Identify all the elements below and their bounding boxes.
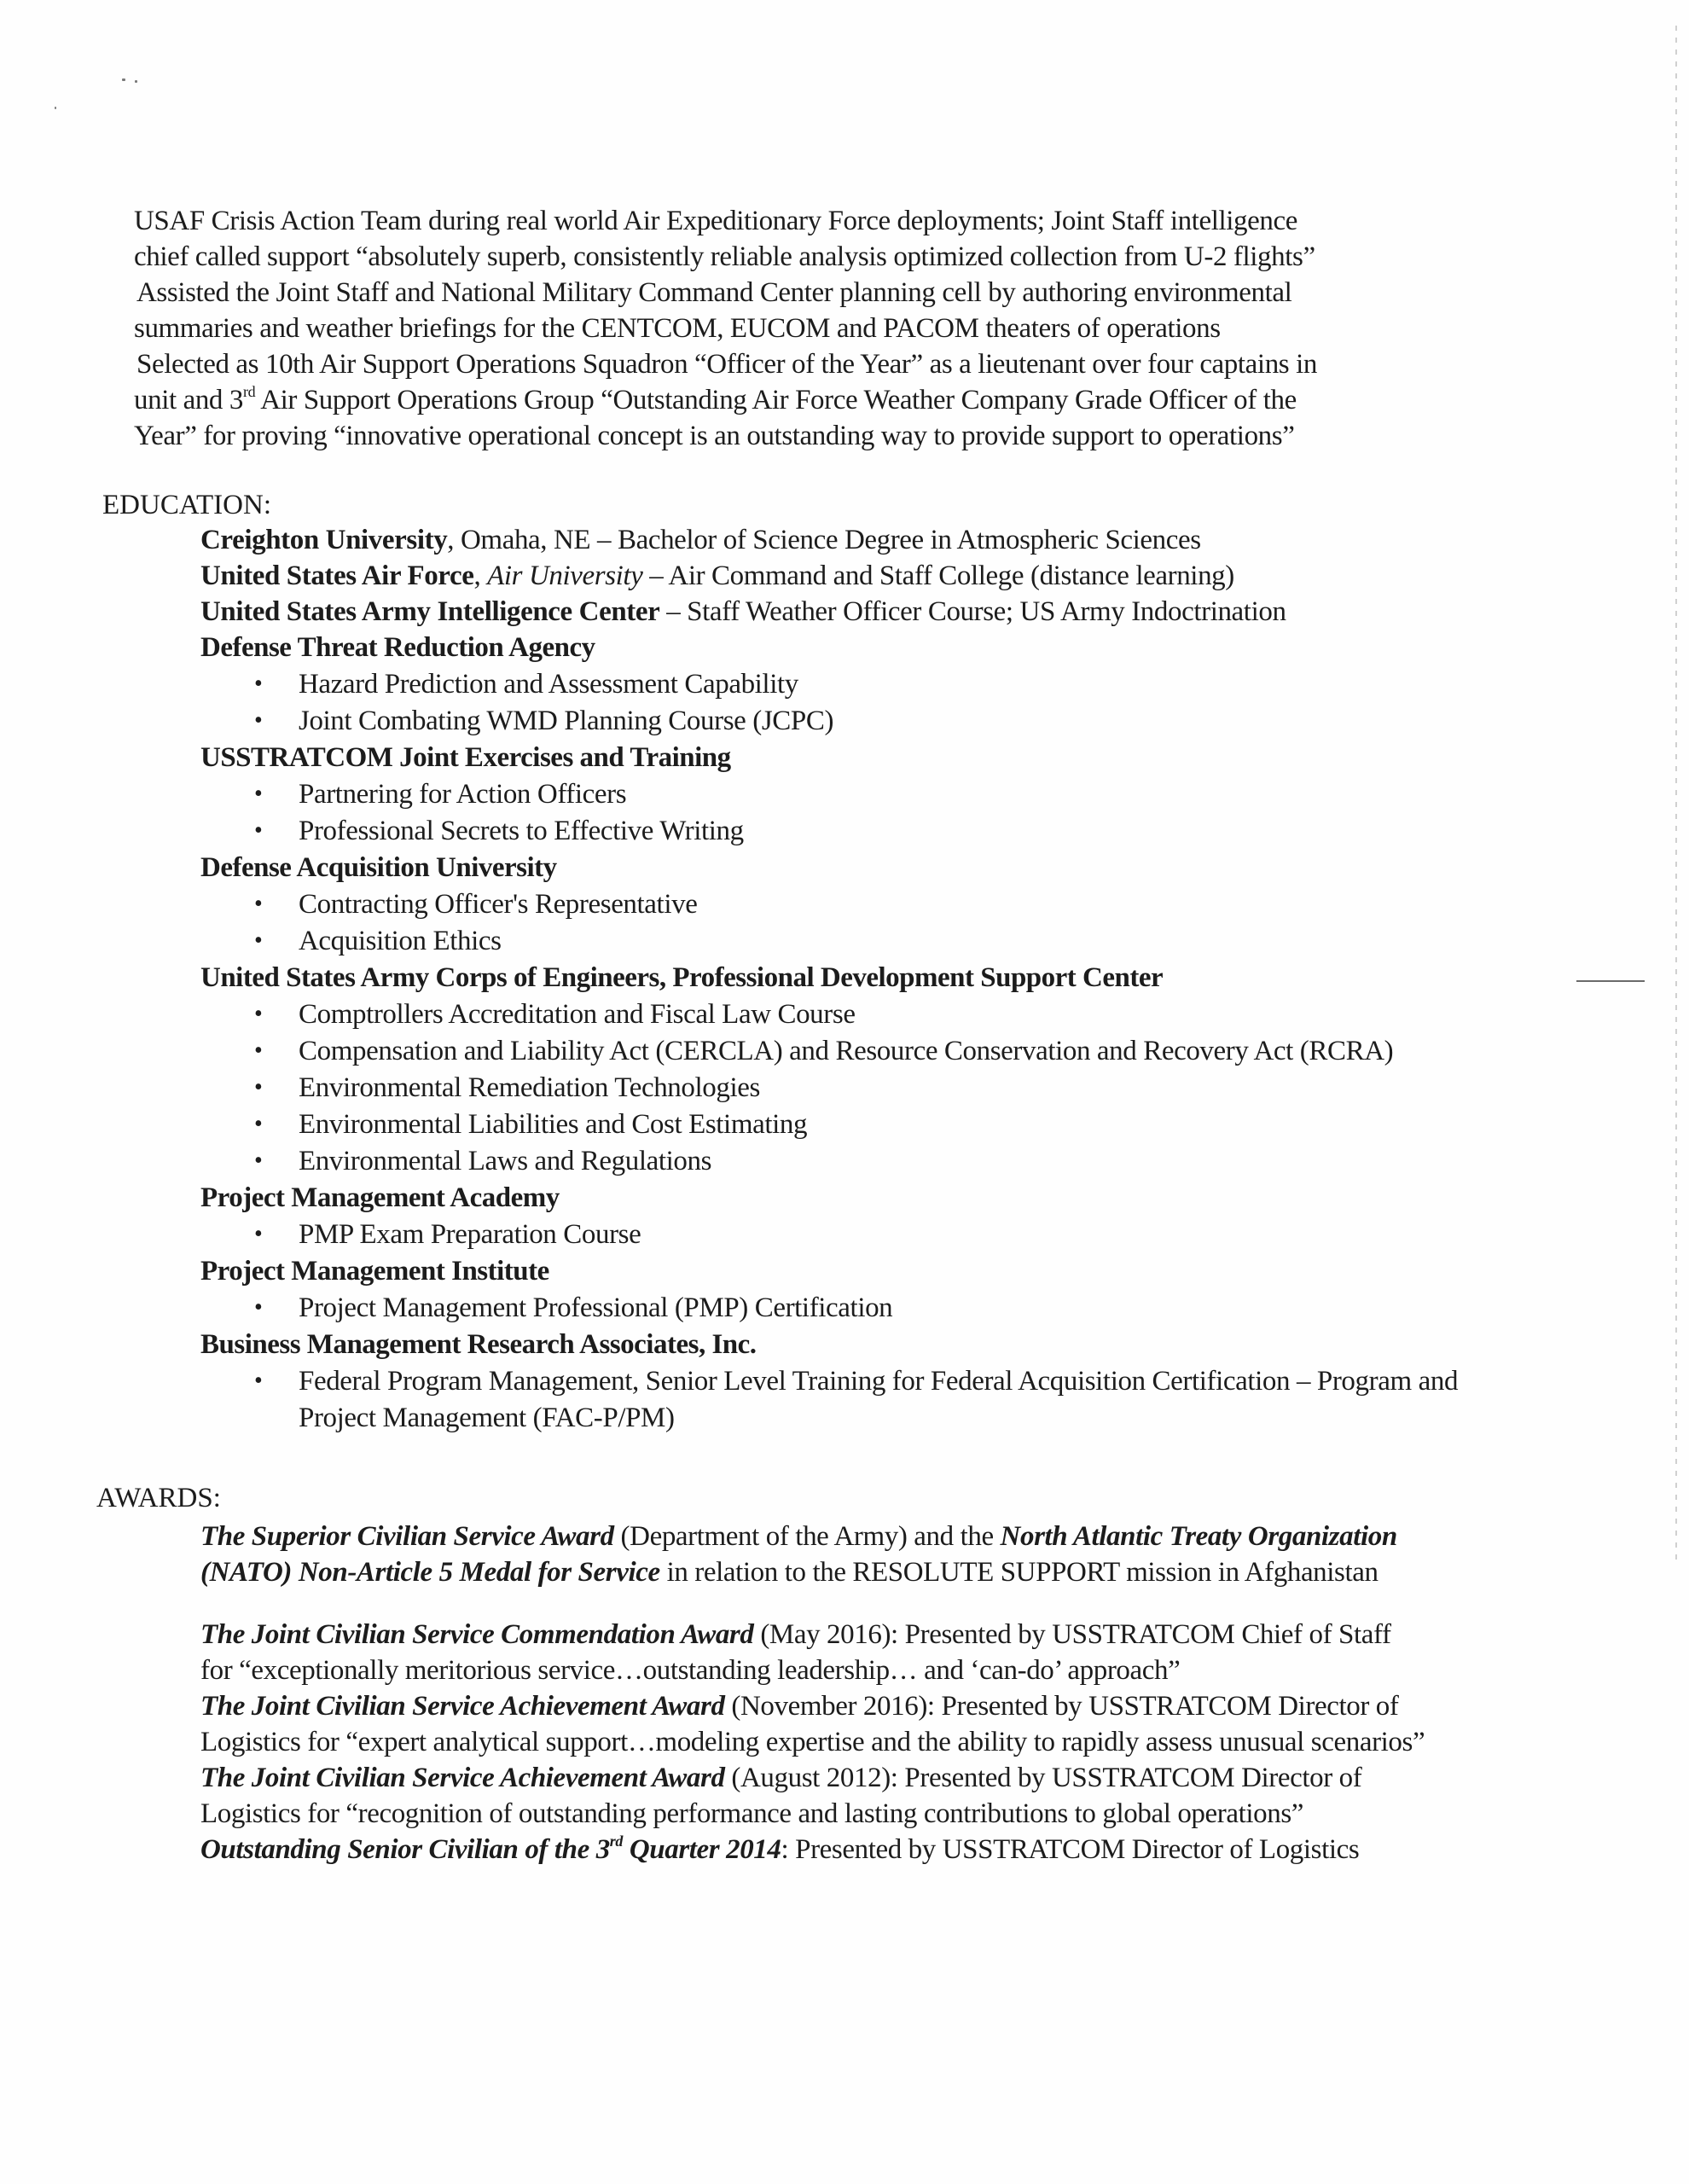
experience-line: Selected as 10th Air Support Operations Squadron “Officer of the Year” as a lieutenant over four captains in [136,349,1317,380]
course-item [254,1070,760,1106]
course-name: PMP Exam Preparation Course [299,1219,641,1250]
experience-line: chief called support “absolutely superb, consistently reliable analysis optimized collection from U-2 flights” [134,241,1315,272]
award-detail: in relation to the RESOLUTE SUPPORT mission in Afghanistan [659,1557,1378,1588]
course-item [254,1217,641,1252]
award-entry [200,1617,1391,1653]
institution-name: United States Army Intelligence Center [200,596,660,627]
experience-line [134,382,1297,418]
institution-name: Project Management Institute [200,1256,549,1287]
scan-speck [55,107,56,109]
course-item [254,813,744,849]
bullet-icon: • [254,817,263,844]
course-name: Environmental Liabilities and Cost Estimating [299,1109,808,1140]
sub-institution: Air University [487,561,643,591]
institution-name: Business Management Research Associates, Inc. [200,1329,757,1360]
course-name: Partnering for Action Officers [299,779,627,810]
bullet-icon: • [254,1294,263,1321]
text: Air Support Operations Group “Outstanding Air Force Weather Company Grade Officer of the [255,385,1297,415]
superscript: rd [609,1833,624,1850]
award-title: North Atlantic Treaty Organization [1000,1521,1397,1552]
scan-speck [135,80,137,83]
course-name: Environmental Remediation Technologies [299,1072,760,1103]
course-item [254,703,834,739]
institution-name: USSTRATCOM Joint Exercises and Training [200,742,731,773]
education-entry [200,522,1201,558]
award-entry [200,1832,1359,1867]
course-name: Compensation and Liability Act (CERCLA) and Resource Conservation and Recovery Act (RCRA) [299,1036,1394,1066]
award-entry [200,1688,1399,1724]
entry-detail: , Omaha, NE – Bachelor of Science Degree in Atmospheric Sciences [447,525,1201,555]
education-entry [200,558,1234,594]
bullet-icon: • [254,891,263,917]
institution-name: Defense Acquisition University [200,852,557,883]
award-title: The Joint Civilian Service Commendation Award [200,1619,754,1650]
award-entry-continuation: for “exceptionally meritorious service…outstanding leadership… and ‘can-do’ approach” [200,1655,1181,1686]
education-heading: EDUCATION: [102,490,271,520]
course-name: Joint Combating WMD Planning Course (JCPC) [299,706,834,736]
course-item [254,1107,808,1142]
institution-name: Creighton University [200,525,448,555]
course-item-continuation: Project Management (FAC-P/PM) [299,1403,675,1433]
award-title: The Joint Civilian Service Achievement Award [200,1691,725,1722]
award-detail: (August 2012): Presented by USSTRATCOM Director of [724,1763,1362,1793]
scan-speck [122,78,125,81]
institution-name: United States Army Corps of Engineers, Professional Development Support Center [200,962,1164,993]
course-item [254,1290,893,1326]
separator: , [473,561,488,591]
course-item [254,996,856,1032]
course-name: Contracting Officer's Representative [299,889,698,920]
bullet-icon: • [254,707,263,734]
course-item [254,1033,1394,1069]
course-name: Federal Program Management, Senior Level Training for Federal Acquisition Certification – Program and [299,1366,1459,1397]
experience-line: Assisted the Joint Staff and National Military Command Center planning cell by authoring environmental [136,277,1292,308]
text: Quarter 2014 [623,1834,781,1865]
bullet-icon: • [254,1037,263,1064]
superscript: rd [242,383,256,400]
institution-name: United States Air Force [200,561,474,591]
course-item [254,666,798,702]
award-entry-continuation [200,1554,1378,1590]
experience-line: summaries and weather briefings for the CENTCOM, EUCOM and PACOM theaters of operations [134,313,1221,344]
bullet-icon: • [254,1147,263,1174]
course-name: Acquisition Ethics [299,926,502,956]
award-detail: (November 2016): Presented by USSTRATCOM Director of [724,1691,1399,1722]
bullet-icon: • [254,1221,263,1247]
entry-detail: – Staff Weather Officer Course; US Army Indoctrination [659,596,1286,627]
award-detail: (Department of the Army) and the [613,1521,1001,1552]
course-item [254,776,627,812]
bullet-icon: • [254,1368,263,1394]
award-title: The Superior Civilian Service Award [200,1521,614,1552]
bullet-icon: • [254,1074,263,1101]
course-item [254,1143,712,1179]
experience-line: Year” for proving “innovative operational concept is an outstanding way to provide support to operations” [134,421,1295,451]
bullet-icon: • [254,927,263,954]
course-item [254,1363,1459,1399]
course-name: Hazard Prediction and Assessment Capability [299,669,798,700]
bullet-icon: • [254,671,263,697]
text: unit and 3 [134,385,243,415]
course-item [254,923,502,959]
scan-edge-artifact [1675,26,1677,1561]
entry-detail: – Air Command and Staff College (distance learning) [642,561,1234,591]
award-detail: (May 2016): Presented by USSTRATCOM Chief of Staff [753,1619,1391,1650]
experience-line: USAF Crisis Action Team during real world Air Expeditionary Force deployments; Joint Staff intelligence [134,206,1297,236]
bullet-icon: • [254,781,263,807]
course-name: Project Management Professional (PMP) Certification [299,1292,893,1323]
bullet-icon: • [254,1001,263,1027]
award-entry [200,1760,1361,1796]
course-name: Comptrollers Accreditation and Fiscal Law Course [299,999,856,1030]
awards-heading: AWARDS: [96,1483,221,1513]
award-entry-continuation: Logistics for “expert analytical support…modeling expertise and the ability to rapidly assess unusual scenarios” [200,1727,1425,1757]
bullet-icon: • [254,1111,263,1137]
course-item [254,886,698,922]
award-title: (NATO) Non-Article 5 Medal for Service [200,1557,660,1588]
education-entry [200,594,1286,630]
text: Outstanding Senior Civilian of the 3 [200,1834,610,1865]
course-name: Environmental Laws and Regulations [299,1146,712,1176]
scan-margin-mark [1576,980,1645,982]
award-title [200,1834,781,1865]
award-entry [200,1519,1397,1554]
award-entry-continuation: Logistics for “recognition of outstanding performance and lasting contributions to global operations” [200,1798,1304,1829]
institution-name: Project Management Academy [200,1182,560,1213]
award-title: The Joint Civilian Service Achievement Award [200,1763,725,1793]
course-name: Professional Secrets to Effective Writing [299,816,744,846]
institution-name: Defense Threat Reduction Agency [200,632,595,663]
award-detail: : Presented by USSTRATCOM Director of Logistics [781,1834,1360,1865]
